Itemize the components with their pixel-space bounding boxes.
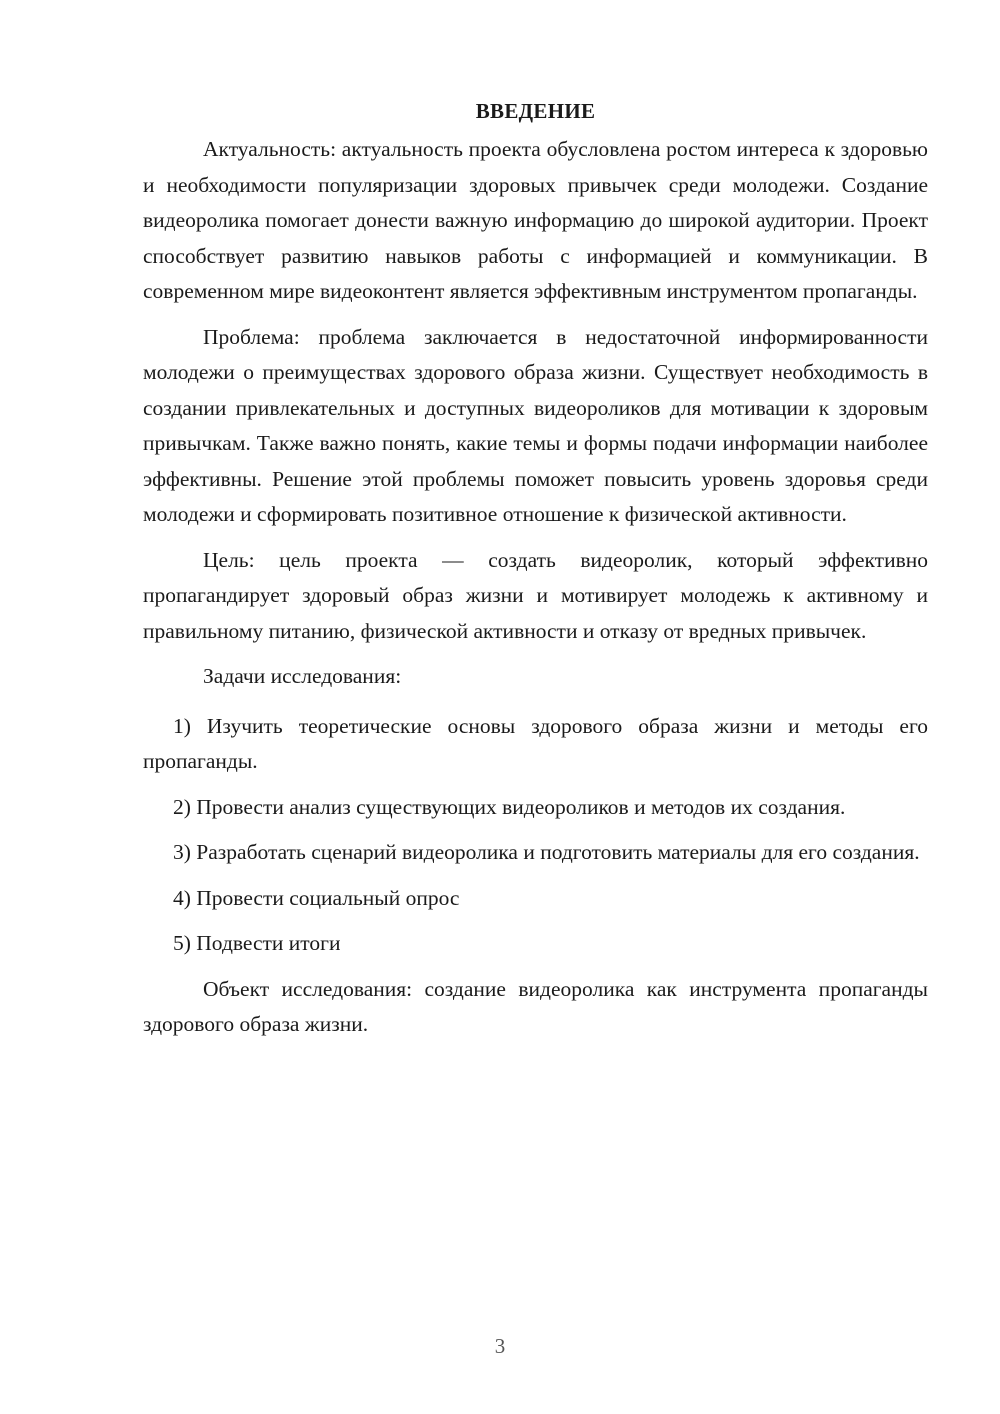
task-item: 1) Изучить теоретические основы здорового образа жизни и методы его пропаганды. <box>143 713 928 773</box>
document-page <box>143 96 928 1043</box>
tasks-list <box>143 709 928 962</box>
task-item: 2) Провести анализ существующих видеороликов и методов их создания. <box>173 794 846 819</box>
page-title: ВВЕДЕНИЕ <box>475 99 596 123</box>
page-number: 3 <box>494 1334 506 1358</box>
object-paragraph: Объект исследования: создание видеоролика как инструмента пропаганды здорового образа жизни. <box>143 976 928 1036</box>
task-item: 5) Подвести итоги <box>173 931 341 955</box>
problem-paragraph: Проблема: проблема заключается в недостаточной информированности молодежи о преимуществах здорового образа жизни. Существует необходимость в создании привлекательных и доступных видеороликов для мотивации к здоровым привычкам. Также важно понять, какие темы и формы подачи информации наиболее эффективны. Решение этой проблемы поможет повысить уровень здоровья среди молодежи и сформировать позитивное отношение к физической активности. <box>143 324 928 526</box>
task-item: 3) Разработать сценарий видеоролика и подготовить материалы для его создания. <box>173 840 920 864</box>
relevance-paragraph: Актуальность: актуальность проекта обусловлена ростом интереса к здоровью и необходимости популяризации здоровых привычек среди молодежи. Создание видеоролика помогает донести важную информацию до широкой аудитории. Проект способствует развитию навыков работы с информацией и коммуникации. В современном мире видеоконтент является эффективным инструментом пропаганды. <box>143 137 928 303</box>
goal-paragraph: Цель: цель проекта — создать видеоролик, который эффективно пропагандирует здоровый образ жизни и мотивирует молодежь к активному и правильному питанию, физической активности и отказу от вредных привычек. <box>143 547 928 643</box>
tasks-heading: Задачи исследования: <box>203 664 402 688</box>
task-item: 4) Провести социальный опрос <box>173 885 460 910</box>
